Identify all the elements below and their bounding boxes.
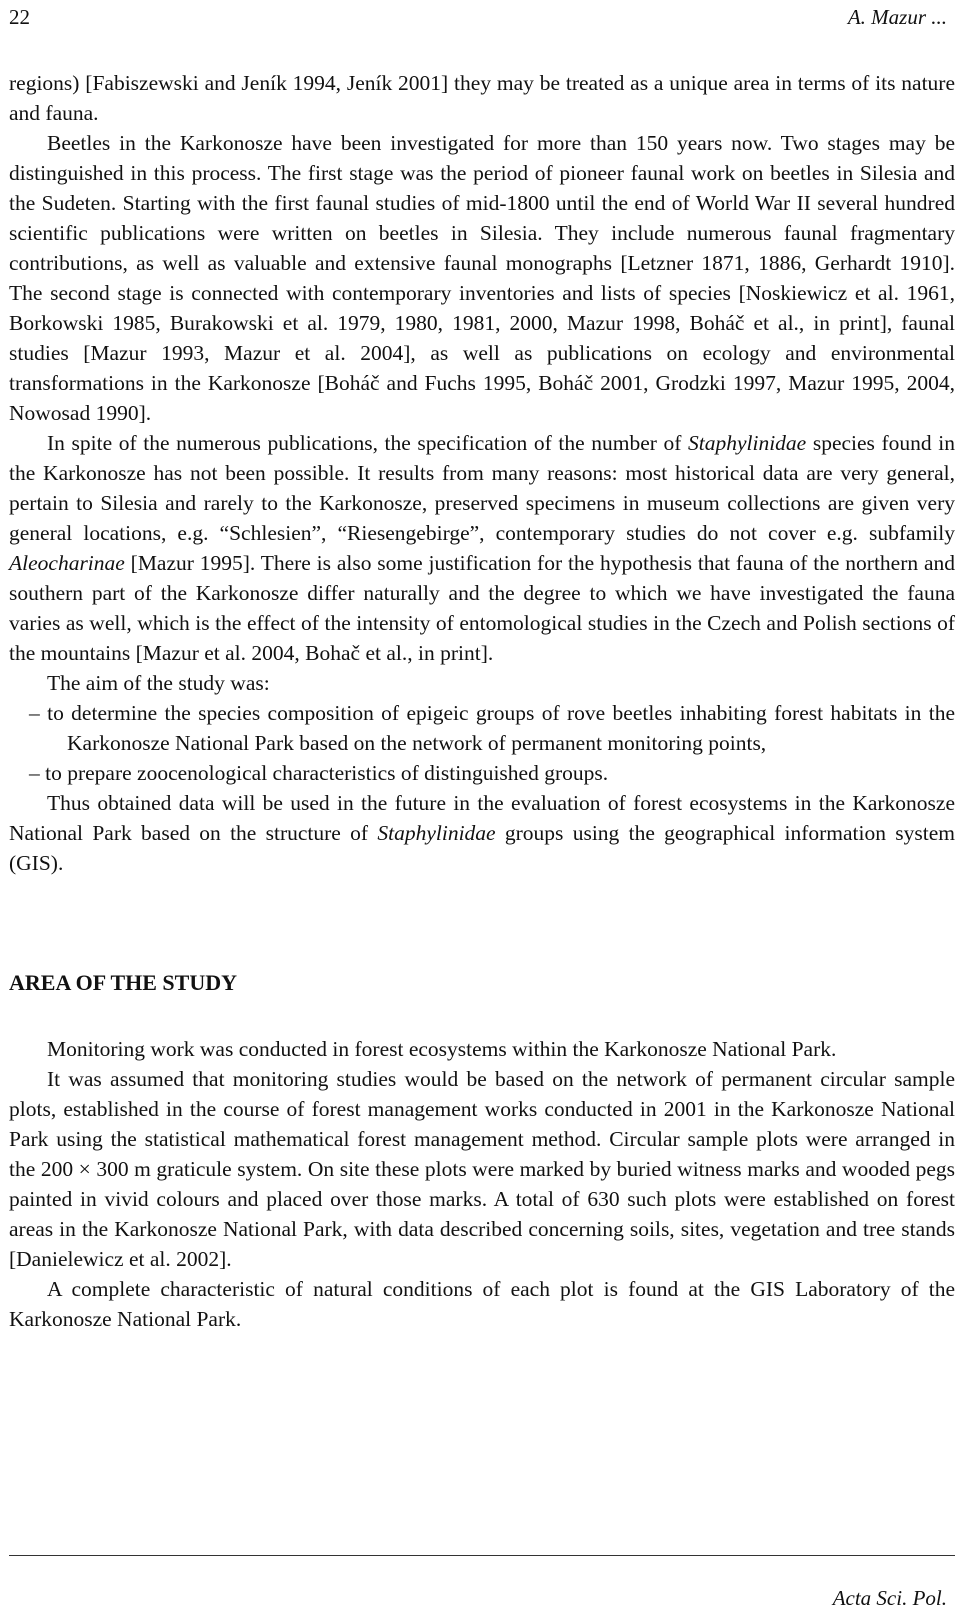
aim-item: – to determine the species composition of epigeic groups of rove beetles inhabiting forest habitats in the Karkonosze National Park based on the network of permanent monitoring points, <box>29 701 955 755</box>
text-run: The aim of the study was: <box>47 671 270 695</box>
taxon-name: Staphylinidae <box>688 431 807 455</box>
text-run: groups using the geographical information system (GIS). <box>9 821 956 875</box>
body-paragraph: Monitoring work was conducted in forest ecosystems within the Karkonosze National Park. <box>47 1037 837 1061</box>
page-header <box>9 0 947 34</box>
body-paragraph: A complete characteristic of natural conditions of each plot is found at the GIS Laboratory of the Karkonosze National Park. <box>9 1277 955 1331</box>
body-paragraph <box>9 788 955 878</box>
section-heading: AREA OF THE STUDY <box>9 970 237 995</box>
text-run: species found in the Karkonosze has not been possible. It results from many reasons: most historical data are very general, pertain to Silesia and rarely to the Karkonosze, preserved specimens in museum collections are given very general locations, e.g. “Schlesien”, “Riesengebirge”, contemporary studies do not cover e.g. subfamily <box>9 431 955 545</box>
aim-item: – to prepare zoocenological characteristics of distinguished groups. <box>29 761 609 785</box>
body-paragraph <box>9 428 955 668</box>
taxon-name: Staphylinidae <box>377 821 496 845</box>
body-paragraph <box>9 668 955 698</box>
body-paragraph <box>9 68 955 128</box>
running-head: A. Mazur ... <box>847 5 947 29</box>
page-number: 22 <box>9 5 30 29</box>
taxon-name: Aleocharinae <box>9 551 125 575</box>
body-paragraph: It was assumed that monitoring studies would be based on the network of permanent circular sample plots, established in the course of forest management works conducted in 2001 in the Karkonosze National Park using the statistical mathematical forest management method. Circular sample plots were arranged in the 200 × 300 m graticule system. On site these plots were marked by buried witness marks and wooded pegs painted in vivid colours and placed over those marks. A total of 630 such plots were established on forest areas in the Karkonosze National Park, with data described concerning soils, sites, vegetation and tree stands [Danielewicz et al. 2002]. <box>9 1067 955 1271</box>
text-run: Thus obtained data will be used in the future in the evaluation of forest ecosystems in the Karkonosze National Park based on the structure of <box>9 791 955 845</box>
text-run: [Mazur 1995]. There is also some justification for the hypothesis that fauna of the northern and southern part of the Karkonosze differ naturally and the degree to which we have investigated the fauna varies as well, which is the effect of the intensity of entomological studies in the Czech and Polish sections of the mountains [Mazur et al. 2004, Bohač et al., in print]. <box>9 551 955 665</box>
text-run: regions) [Fabiszewski and Jeník 1994, Jeník 2001] they may be treated as a unique area in terms of its nature and fauna. <box>9 71 955 125</box>
text-run: Beetles in the Karkonosze have been investigated for more than 150 years now. Two stages may be distinguished in this process. The first stage was the period of pioneer faunal work on beetles in Silesia and the Sudeten. Starting with the first faunal studies of mid-1800 until the end of World War II several hundred scientific publications were written on beetles in Silesia. They include numerous faunal fragmentary contributions, as well as valuable and extensive faunal monographs [Letzner 1871, 1886, Gerhardt 1910]. The second stage is connected with contemporary inventories and lists of species [Noskiewicz et al. 1961, Borkowski 1985, Burakowski et al. 1979, 1980, 1981, 2000, Mazur 1998, Boháč et al., in print], faunal studies [Mazur 1993, Mazur et al. 2004], as well as publications on ecology and environmental transformations in the Karkonosze [Boháč and Fuchs 1995, Boháč 2001, Grodzki 1997, Mazur 1995, 2004, Nowosad 1990]. <box>9 131 955 425</box>
journal-footer: Acta Sci. Pol. <box>832 1586 947 1610</box>
aims-list <box>9 698 955 788</box>
text-run: In spite of the numerous publications, the specification of the number of <box>47 431 688 455</box>
article-body <box>9 68 955 1334</box>
intro-paragraphs <box>9 68 955 698</box>
footer-rule <box>9 1555 955 1556</box>
body-paragraph <box>9 128 955 428</box>
